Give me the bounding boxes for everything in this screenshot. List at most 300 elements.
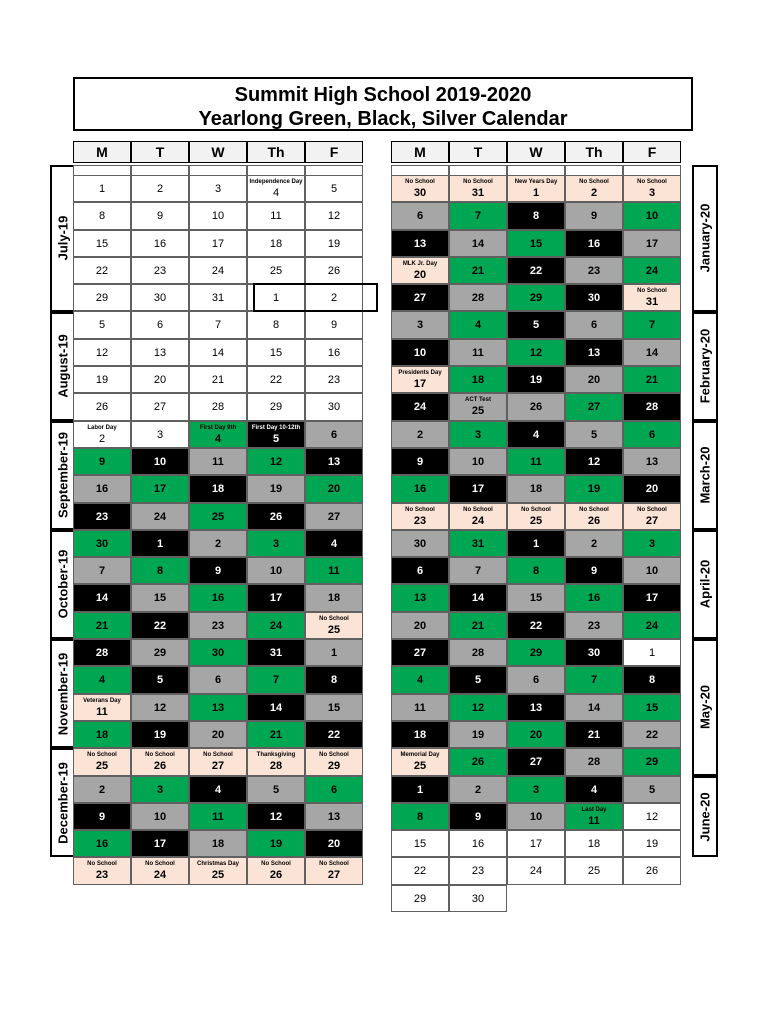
day-number: 22 [529,264,543,277]
day-cell [391,284,449,311]
day-number: 6 [416,565,424,578]
day-number: 17 [153,483,167,496]
day-number: 1 [648,647,656,660]
day-cell [565,721,623,748]
day-number: 9 [474,810,482,823]
day-number: 23 [95,869,109,882]
day-cell [73,202,131,229]
day-number: 20 [153,374,167,387]
day-note: MLK Jr. Day [402,260,438,267]
week-row [391,165,681,175]
week-row [73,230,363,257]
day-cell [247,393,305,420]
day-number: 20 [327,838,341,851]
month-label: May-20 [697,685,713,730]
day-cell [623,165,681,175]
day-note: No School [405,506,435,513]
day-note: No School [463,506,493,513]
day-number: 21 [471,619,485,632]
day-number: 5 [98,319,106,332]
day-cell [507,230,565,257]
day-cell [189,830,247,857]
day-cell [73,366,131,393]
day-number: 28 [269,760,283,773]
day-cell [449,857,507,884]
day-note: Memorial Day [400,752,440,759]
day-note: Thanksgiving [256,752,296,759]
day-cell [565,830,623,857]
day-cell [73,666,131,693]
day-number: 23 [327,374,341,387]
day-cell [507,830,565,857]
day-number: 11 [588,814,600,827]
day-cell [565,803,623,830]
day-cell [247,857,305,884]
day-number: 18 [327,592,341,605]
day-cell [247,557,305,584]
day-number: 30 [327,401,341,414]
day-cell [391,530,449,557]
day-number: 17 [153,838,167,851]
day-number: 24 [269,619,283,632]
day-cell [305,284,363,311]
day-cell [305,202,363,229]
day-cell [565,475,623,502]
day-cell [449,503,507,530]
week-row [391,503,681,530]
day-cell [565,393,623,420]
day-number: 16 [95,483,109,496]
day-number: 10 [645,210,659,223]
day-number: 2 [214,537,222,550]
day-number: 14 [645,346,659,359]
day-number: 20 [587,374,601,387]
day-number: 2 [330,292,338,305]
week-row [73,393,363,420]
day-number: 2 [590,537,598,550]
day-cell [189,721,247,748]
day-number: 24 [645,264,659,277]
weekday-header-cell: M [73,141,131,163]
day-cell [131,530,189,557]
week-row [391,366,681,393]
day-cell [131,230,189,257]
day-cell [189,748,247,775]
day-number: 12 [645,810,659,823]
week-row [391,175,681,202]
day-number: 19 [269,838,283,851]
day-number: 7 [98,565,106,578]
day-cell [507,803,565,830]
day-cell [73,421,131,448]
day-number: 2 [98,432,106,445]
week-row [73,503,363,530]
day-number: 15 [95,237,109,250]
day-cell [131,366,189,393]
day-cell [247,748,305,775]
day-number: 15 [327,701,341,714]
day-number: 18 [587,838,601,851]
day-number: 6 [532,674,540,687]
day-number: 24 [645,619,659,632]
day-number: 23 [413,514,427,527]
day-number: 29 [153,647,167,660]
day-cell [449,230,507,257]
day-note: No School [145,861,175,868]
month-label: June-20 [697,791,713,842]
day-cell [305,803,363,830]
month-label: March-20 [697,446,713,504]
day-cell [305,830,363,857]
month-label: January-20 [697,203,713,273]
day-cell [73,748,131,775]
day-cell [189,475,247,502]
week-row [73,311,363,338]
day-cell [449,557,507,584]
day-cell [131,830,189,857]
day-cell [391,165,449,175]
month-label: December-19 [55,762,70,844]
day-cell [507,366,565,393]
day-number: 27 [587,401,601,414]
day-cell [449,284,507,311]
day-cell [305,421,363,448]
day-cell [391,393,449,420]
day-number: 25 [327,623,341,636]
day-cell [391,475,449,502]
day-cell [449,612,507,639]
day-cell [247,666,305,693]
day-number: 12 [153,701,167,714]
day-number: 3 [474,428,482,441]
day-number: 19 [269,483,283,496]
day-number: 4 [590,783,598,796]
day-number: 15 [529,592,543,605]
day-cell [623,857,681,884]
day-cell [305,257,363,284]
day-number: 8 [330,674,338,687]
day-number: 24 [413,401,427,414]
month-tab [692,530,718,639]
day-cell [507,339,565,366]
day-cell [391,584,449,611]
day-note: No School [463,179,493,185]
day-number: 26 [269,869,283,882]
day-number: 1 [156,537,164,550]
day-cell [391,311,449,338]
day-number: 18 [95,728,109,741]
week-row [73,475,363,502]
day-number: 2 [416,428,424,441]
day-cell [391,175,449,202]
day-number: 21 [269,728,283,741]
day-number: 15 [529,237,543,250]
day-number: 17 [413,378,427,391]
day-number: 26 [645,865,659,878]
day-cell [305,721,363,748]
day-number: 1 [532,187,540,199]
day-cell [507,311,565,338]
day-number: 8 [272,319,280,332]
day-number: 3 [648,537,656,550]
day-cell [305,748,363,775]
day-number: 8 [648,674,656,687]
week-row [391,421,681,448]
day-cell [131,503,189,530]
day-number: 16 [413,483,427,496]
weekday-header-cell: Th [247,141,305,163]
weekday-header-cell: T [449,141,507,163]
day-number: 16 [587,237,601,250]
day-number: 19 [153,728,167,741]
weekday-header-cell: M [391,141,449,163]
month-tab [50,312,75,421]
day-cell [391,257,449,284]
day-note: No School [319,861,349,868]
day-number: 15 [413,838,427,851]
weekday-header-right [391,141,681,163]
day-number: 30 [413,537,427,550]
calendar-grid-left [73,165,363,885]
day-note: No School [579,179,609,185]
day-number: 14 [587,701,601,714]
day-cell [565,421,623,448]
day-note: Independence Day [249,179,303,185]
day-number: 24 [529,865,543,878]
day-cell [247,639,305,666]
day-cell [131,803,189,830]
day-cell [73,311,131,338]
day-number: 5 [156,674,164,687]
day-number: 31 [211,292,225,305]
day-number: 11 [328,565,340,578]
day-number: 25 [529,514,543,527]
day-number: 10 [153,455,167,468]
day-cell [131,202,189,229]
day-number: 4 [532,428,540,441]
day-number: 18 [413,728,427,741]
day-number: 11 [530,455,542,468]
week-row [391,748,681,775]
day-number: 1 [330,647,338,660]
week-row [391,612,681,639]
day-cell [305,612,363,639]
day-cell [507,639,565,666]
day-note: No School [261,861,291,868]
day-number: 20 [645,483,659,496]
day-number: 1 [98,183,106,195]
day-cell [131,639,189,666]
day-number: 14 [471,237,485,250]
week-row [73,202,363,229]
day-cell [565,175,623,202]
day-number: 12 [95,346,109,359]
day-number: 6 [214,674,222,687]
calendar-title-box [73,77,693,131]
day-number: 16 [471,838,485,851]
day-cell [565,557,623,584]
day-number: 11 [212,455,224,468]
day-number: 23 [587,619,601,632]
day-cell [131,448,189,475]
day-number: 18 [471,374,485,387]
day-cell [623,503,681,530]
day-cell [305,639,363,666]
day-cell [623,776,681,803]
day-cell [189,311,247,338]
day-number: 13 [529,701,543,714]
week-row [391,557,681,584]
day-cell [305,857,363,884]
day-cell [305,475,363,502]
day-cell [623,448,681,475]
day-number: 25 [211,510,225,523]
weekday-header-cell: Th [565,141,623,163]
day-number: 13 [413,237,427,250]
day-cell [73,475,131,502]
weekday-header-cell: T [131,141,189,163]
day-number: 4 [330,537,338,550]
day-cell [247,503,305,530]
day-cell [247,202,305,229]
day-note: No School [405,179,435,185]
week-row [391,311,681,338]
day-number: 12 [269,455,283,468]
day-cell [391,694,449,721]
calendar-subtitle: Yearlong Green, Black, Silver Calendar [198,108,568,130]
day-cell [189,503,247,530]
day-cell [73,557,131,584]
day-number: 25 [413,760,427,773]
day-number: 19 [471,728,485,741]
day-cell [507,857,565,884]
day-cell [189,165,247,175]
day-number: 3 [214,183,222,195]
day-number: 22 [413,865,427,878]
day-cell [189,557,247,584]
day-cell [189,530,247,557]
week-row [391,475,681,502]
week-row [391,666,681,693]
day-number: 21 [645,374,659,387]
day-number: 25 [95,760,109,773]
day-cell [73,257,131,284]
day-cell [507,721,565,748]
day-cell [247,830,305,857]
day-cell [305,694,363,721]
day-number: 20 [413,619,427,632]
day-number: 8 [532,210,540,223]
day-cell [73,393,131,420]
day-cell [131,421,189,448]
day-number: 3 [648,187,656,199]
day-number: 10 [645,565,659,578]
day-number: 21 [471,264,485,277]
day-number: 9 [416,455,424,468]
month-tab [50,639,75,748]
day-number: 8 [532,565,540,578]
day-number: 9 [98,455,106,468]
day-cell [391,748,449,775]
day-number: 6 [648,428,656,441]
day-note: Veterans Day [83,697,121,704]
day-number: 31 [645,296,659,309]
day-number: 25 [471,405,485,418]
week-row [391,803,681,830]
week-row [73,721,363,748]
day-number: 2 [98,783,106,796]
day-cell [305,666,363,693]
day-number: 6 [590,319,598,332]
day-cell [507,421,565,448]
day-number: 23 [95,510,109,523]
day-cell [449,393,507,420]
day-cell [623,311,681,338]
week-row [73,530,363,557]
day-cell [623,230,681,257]
day-cell [623,885,681,912]
week-row [391,639,681,666]
day-cell [131,284,189,311]
day-cell [189,257,247,284]
day-number: 29 [327,760,341,773]
day-cell [73,530,131,557]
day-number: 4 [214,432,222,445]
day-number: 8 [98,210,106,223]
day-number: 17 [211,237,225,250]
day-cell [247,694,305,721]
day-number: 7 [474,565,482,578]
day-number: 9 [98,810,106,823]
day-cell [449,721,507,748]
day-cell [189,639,247,666]
day-number: 8 [416,810,424,823]
day-number: 13 [327,455,341,468]
week-row [391,857,681,884]
day-cell [189,694,247,721]
day-number: 28 [95,647,109,660]
day-cell [131,776,189,803]
day-number: 10 [471,455,485,468]
day-number: 11 [212,810,224,823]
week-row [73,584,363,611]
day-cell [449,202,507,229]
day-cell [305,311,363,338]
day-cell [623,557,681,584]
day-number: 31 [269,647,283,660]
day-number: 29 [95,292,109,305]
day-cell [623,584,681,611]
day-number: 20 [413,268,427,281]
day-cell [391,366,449,393]
day-number: 3 [272,537,280,550]
month-label: November-19 [55,652,70,735]
day-cell [565,202,623,229]
day-number: 16 [587,592,601,605]
day-number: 28 [645,401,659,414]
week-row [391,721,681,748]
week-row [391,230,681,257]
day-cell [73,175,131,202]
day-cell [507,694,565,721]
day-note: No School [87,752,117,759]
day-cell [247,311,305,338]
day-cell [449,584,507,611]
day-number: 21 [211,374,225,387]
day-cell [305,503,363,530]
day-cell [391,857,449,884]
day-number: 31 [471,537,485,550]
